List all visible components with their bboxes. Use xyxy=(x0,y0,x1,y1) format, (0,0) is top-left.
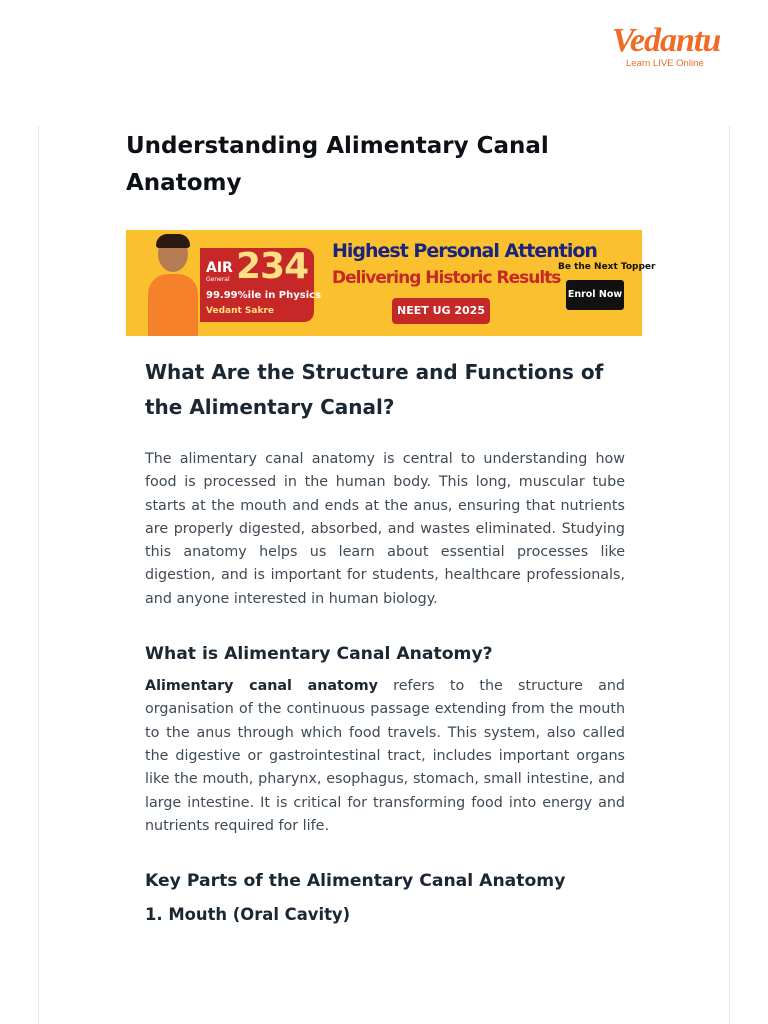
enrol-now-button[interactable]: Enrol Now xyxy=(566,280,624,310)
subheading-key-parts: Key Parts of the Alimentary Canal Anatomy xyxy=(145,871,566,892)
percentile-text: 99.99%ile in Physics xyxy=(206,290,322,301)
definition-lead: Alimentary canal anatomy xyxy=(145,678,378,695)
cta-prompt: Be the Next Topper xyxy=(558,262,656,272)
air-sub-label: General xyxy=(206,276,230,283)
vedantu-logo[interactable] xyxy=(612,20,721,72)
page-title: Understanding Alimentary Canal Anatomy xyxy=(126,133,549,196)
definition-paragraph xyxy=(145,675,625,838)
subheading-mouth: 1. Mouth (Oral Cavity) xyxy=(145,905,351,925)
logo-tagline: Learn LIVE Online xyxy=(626,58,704,69)
promo-banner[interactable] xyxy=(126,230,656,336)
intro-paragraph: The alimentary canal anatomy is central to understanding how food is processed in the human body. This long, muscular tube starts at the mouth and ends at the anus, ensuring that nutrients are properly digested, absorbed, and wastes eliminated. Studying this anatomy helps us learn about essential processes like digestion, and is important for students, healthcare professionals, and anyone interested in human biology. xyxy=(145,451,625,607)
exam-badge: NEET UG 2025 xyxy=(392,298,490,324)
banner-headline-2: Delivering Historic Results xyxy=(332,268,561,288)
left-border xyxy=(38,126,39,1024)
student-name: Vedant Sakre xyxy=(206,306,275,316)
right-border xyxy=(729,126,730,1024)
air-label: AIR xyxy=(206,260,233,276)
rank-number: 234 xyxy=(236,246,309,287)
subheading-definition: What is Alimentary Canal Anatomy? xyxy=(145,644,493,665)
logo-wordmark: Vedantu xyxy=(612,22,721,59)
article-content xyxy=(145,355,625,928)
section-heading: What Are the Structure and Functions of the Alimentary Canal? xyxy=(145,360,604,419)
banner-headline-1: Highest Personal Attention xyxy=(332,240,597,262)
rank-badge xyxy=(200,246,322,322)
definition-text: refers to the structure and organisation of the continuous passage extending from the mouth to the anus through which food travels. This system, also called the digestive or gastrointestinal tract, includes important organs like the mouth, pharynx, esophagus, stomach, small intestine, and large intestine. It is critical for transforming food into energy and nutrients required for life. xyxy=(145,678,625,834)
student-photo xyxy=(148,234,198,336)
